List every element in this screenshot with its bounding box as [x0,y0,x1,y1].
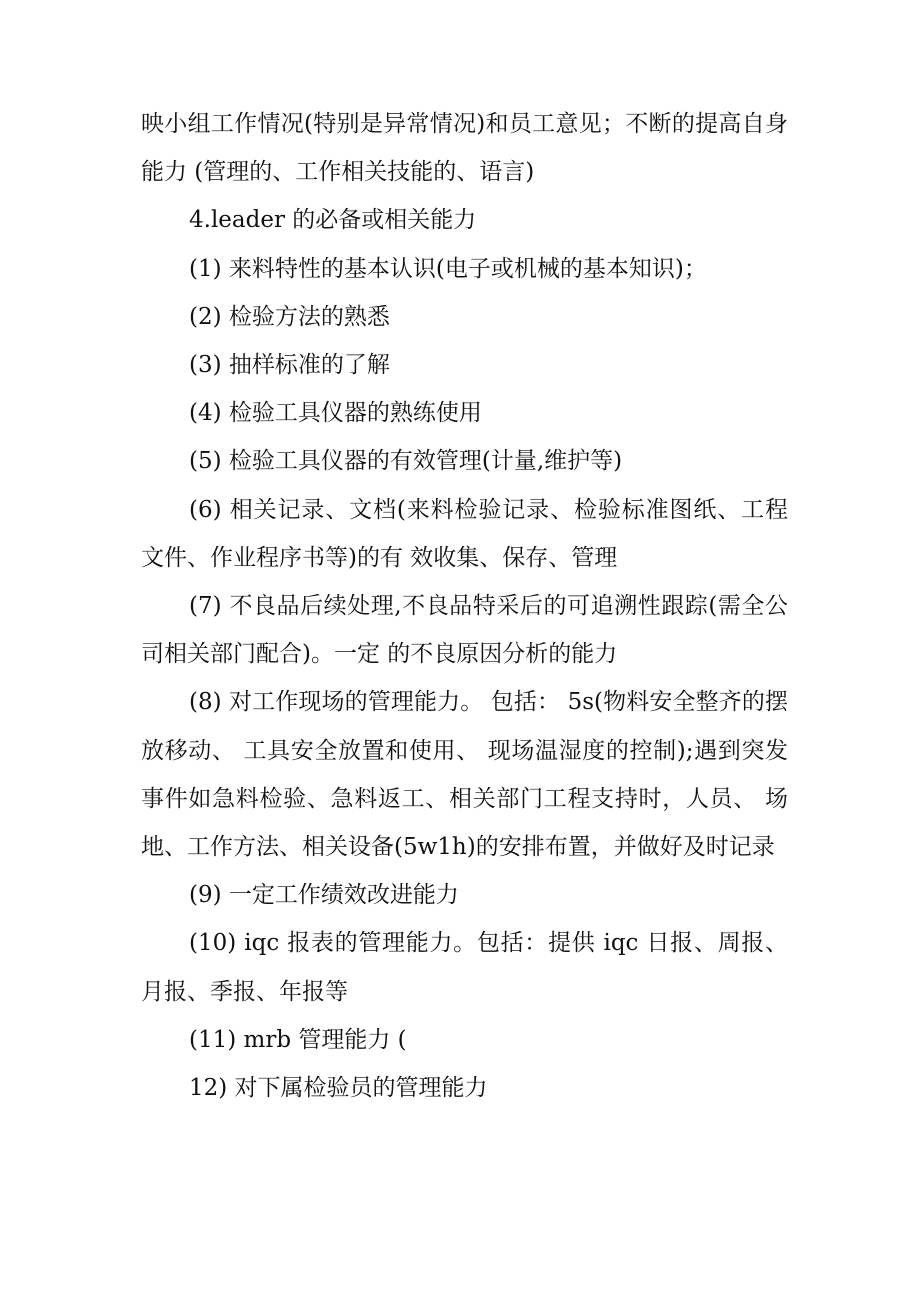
section-heading-leader-abilities: 4.leader 的必备或相关能力 [189,207,477,234]
list-item-1: (1) 来料特性的基本认识(电子或机械的基本知识)； [189,255,707,282]
list-item-9: (9) 一定工作绩效改进能力 [189,882,459,909]
list-item-7: (7) 不良品后续处理,不良品特采后的可追溯性跟踪(需全公司相关部门配合)。一定 的不良原因分析的能力 [141,593,788,668]
list-item-8: (8) 对工作现场的管理能力。 包括： 5s(物料安全整齐的摆放移动、 工具安全放置和使用、 现场温湿度的控制);遇到突发事件如急料检验、急料返工、相关部门工程支持时，人员、 场地、工作方法、相关设备(5w1h)的安排布置，并做好及时记录 [141,689,788,861]
list-item-10: (10) iqc 报表的管理能力。包括：提供 iqc 日报、周报、月报、季报、年报等 [141,930,788,1005]
list-item-11: (11) mrb 管理能力 ( [189,1026,407,1053]
list-item-3: (3) 抽样标准的了解 [189,352,390,379]
list-item-6: (6) 相关记录、文档(来料检验记录、检验标准图纸、工程文件、作业程序书等)的有 效收集、保存、管理 [141,496,788,571]
list-item-5: (5) 检验工具仪器的有效管理(计量,维护等) [189,448,623,475]
list-item-2: (2) 检验方法的熟悉 [189,303,390,330]
paragraph-continuation: 映小组工作情况(特别是异常情况)和员工意见；不断的提高自身能力 (管理的、工作相关技能的、语言) [141,111,788,186]
list-item-4: (4) 检验工具仪器的熟练使用 [189,400,482,427]
list-item-12: 12) 对下属检验员的管理能力 [189,1075,488,1102]
